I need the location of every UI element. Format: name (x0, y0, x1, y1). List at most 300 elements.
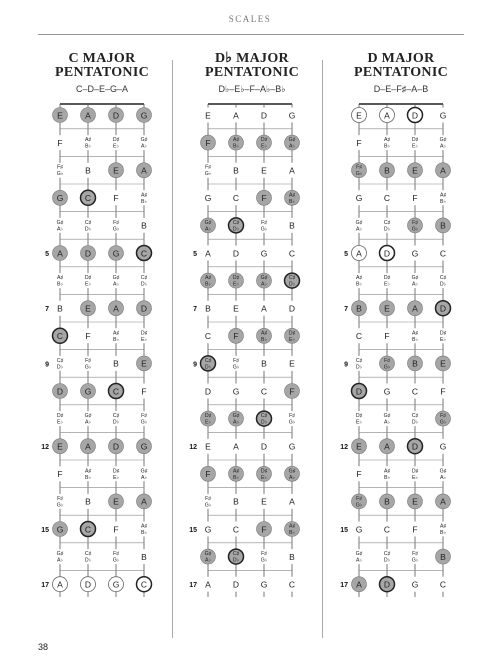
note-label: A♯ (355, 275, 363, 282)
note-label: C♯ (411, 413, 419, 420)
note-label: D♭ (439, 281, 447, 288)
note-label: G (56, 524, 64, 535)
note-label: A (233, 110, 239, 121)
note-label: G (355, 193, 363, 204)
fret-number: 15 (41, 527, 49, 534)
note-label: D (56, 386, 64, 397)
note-label: E (356, 441, 362, 452)
fret-note (436, 108, 451, 123)
note-label: F♯ (440, 413, 446, 420)
fret-note (352, 577, 367, 592)
note-label: B (289, 551, 295, 562)
note-label: B (440, 551, 446, 562)
note-label: B (440, 220, 446, 231)
note-label: A (440, 496, 446, 507)
note-label: G♭ (204, 171, 212, 178)
fret-note (436, 356, 451, 371)
fret-number: 7 (45, 306, 49, 314)
note-label: D (84, 248, 92, 259)
note-label: D♯ (232, 275, 240, 282)
note-label: B♭ (141, 198, 147, 205)
fret-note (380, 328, 395, 343)
fret-note (352, 135, 367, 150)
fret-note (352, 356, 367, 371)
note-label: E♭ (412, 474, 418, 481)
note-label: E (205, 441, 211, 452)
fret-note (436, 494, 451, 509)
fret-note (408, 273, 423, 288)
note-label: F♯ (289, 413, 295, 420)
note-label: G (204, 524, 212, 535)
note-label: E (384, 303, 390, 314)
note-label: A♯ (439, 523, 447, 530)
note-label: C (288, 248, 296, 259)
note-label: G (260, 248, 268, 259)
fret-note (436, 190, 451, 205)
fret-note (352, 246, 367, 261)
scale-title-line: PENTATONIC (54, 65, 149, 80)
note-label: C (260, 386, 268, 397)
note-label: G♯ (288, 468, 296, 475)
note-label: E (85, 303, 91, 314)
note-label: A♯ (56, 275, 64, 282)
note-label: D (288, 303, 296, 314)
note-label: A♭ (289, 474, 295, 481)
note-label: A♭ (57, 557, 63, 564)
note-label: G (383, 386, 391, 397)
fret-note (408, 246, 423, 261)
note-label: A♭ (205, 226, 211, 233)
note-label: E♭ (113, 143, 119, 150)
note-label: F♯ (261, 551, 267, 558)
fret-note (436, 273, 451, 288)
note-label: G (355, 524, 363, 535)
note-label: B (289, 220, 295, 231)
fret-number: 7 (193, 306, 197, 314)
note-label: D♯ (112, 468, 120, 475)
note-label: G♯ (383, 413, 391, 420)
fret-note (352, 301, 367, 316)
note-label: A♯ (383, 137, 391, 144)
note-label: D (260, 441, 268, 452)
note-label: G♯ (84, 413, 92, 420)
fret-note (380, 384, 395, 399)
note-label: G (288, 110, 296, 121)
note-label: A (384, 110, 390, 121)
fret-note (352, 522, 367, 537)
note-label: C (439, 248, 447, 259)
fret-note (380, 135, 395, 150)
note-label: A (412, 303, 418, 314)
note-label: C♯ (56, 357, 64, 364)
note-label: A♭ (289, 143, 295, 150)
note-label: A♭ (233, 419, 239, 426)
fret-number: 5 (193, 251, 197, 258)
note-label: E (141, 358, 147, 369)
note-label: A♯ (383, 468, 391, 475)
note-label: D (232, 248, 240, 259)
note-label: G♭ (204, 502, 212, 509)
note-label: F (412, 193, 418, 204)
note-label: C♯ (260, 413, 268, 420)
fret-note (436, 163, 451, 178)
note-label: C♯ (232, 219, 240, 226)
note-label: G (411, 248, 419, 259)
note-label: F♯ (412, 551, 418, 558)
note-label: G♯ (355, 551, 363, 558)
note-label: A♭ (141, 474, 147, 481)
fret-note (408, 135, 423, 150)
note-label: A♭ (141, 143, 147, 150)
note-label: A♭ (113, 281, 119, 288)
fret-note (436, 246, 451, 261)
fret-number: 9 (193, 361, 197, 369)
note-label: C♯ (204, 357, 212, 364)
fret-note (408, 163, 423, 178)
note-label: D (383, 248, 391, 259)
fret-number: 12 (41, 444, 49, 452)
note-label: D♭ (232, 557, 240, 564)
note-label: F (261, 193, 267, 204)
fret-note (408, 190, 423, 205)
note-label: F♯ (57, 164, 63, 171)
note-label: F♯ (141, 413, 147, 420)
note-label: F♯ (412, 219, 418, 226)
scale-title-line: D♭ MAJOR (215, 51, 289, 66)
note-label: D♯ (204, 413, 212, 420)
note-label: G (56, 193, 64, 204)
note-label: D♯ (439, 330, 447, 337)
note-label: A♭ (261, 281, 267, 288)
note-label: D♯ (383, 275, 391, 282)
fret-note (436, 218, 451, 233)
scale-notes: D♭–E♭–F–A♭–B♭ (218, 84, 286, 94)
note-label: F (412, 524, 418, 535)
fret-note (436, 549, 451, 564)
note-label: G♯ (439, 137, 447, 144)
note-label: G♭ (56, 502, 64, 509)
note-label: A♯ (232, 468, 240, 475)
note-label: E (289, 358, 295, 369)
note-label: D (355, 386, 363, 397)
note-label: F (113, 193, 119, 204)
fret-note (380, 108, 395, 123)
note-label: D (204, 386, 212, 397)
note-label: B♭ (85, 474, 91, 481)
note-label: G♯ (140, 137, 148, 144)
note-label: G♭ (439, 419, 447, 426)
fret-note (380, 577, 395, 592)
note-label: G♭ (355, 502, 363, 509)
note-label: B (141, 220, 147, 231)
note-label: E♭ (261, 143, 267, 150)
fret-number: 7 (344, 306, 348, 314)
note-label: B♭ (113, 336, 119, 343)
note-label: G♯ (260, 275, 268, 282)
note-label: A (356, 248, 362, 259)
note-label: A♯ (84, 468, 92, 475)
note-label: A♯ (232, 137, 240, 144)
fret-note (408, 522, 423, 537)
note-label: G (204, 193, 212, 204)
note-label: D♭ (140, 281, 148, 288)
note-label: C (232, 524, 240, 535)
fret-number: 9 (45, 361, 49, 369)
note-label: C♯ (84, 219, 92, 226)
fret-number: 12 (189, 444, 197, 452)
note-label: D♯ (112, 137, 120, 144)
fret-note (380, 273, 395, 288)
fret-note (408, 549, 423, 564)
note-label: F♯ (384, 357, 390, 364)
note-label: A (113, 303, 119, 314)
fret-number: 9 (344, 361, 348, 369)
note-label: B♭ (384, 474, 390, 481)
note-label: G (411, 579, 419, 590)
note-label: A♯ (260, 330, 268, 337)
fret-number: 17 (41, 582, 49, 590)
note-label: F (141, 386, 147, 397)
note-label: D♭ (411, 419, 419, 426)
note-label: D♭ (383, 226, 391, 233)
note-label: E (57, 110, 63, 121)
fret-note (380, 246, 395, 261)
fret-note (352, 328, 367, 343)
note-label: D (411, 441, 419, 452)
note-label: A♯ (288, 192, 296, 199)
note-label: B♭ (440, 198, 446, 205)
note-label: G♯ (232, 413, 240, 420)
note-label: B (113, 358, 119, 369)
fret-number: 12 (340, 444, 348, 452)
fret-note (380, 549, 395, 564)
note-label: A♯ (112, 330, 120, 337)
note-label: E♭ (384, 281, 390, 288)
note-label: C♯ (383, 551, 391, 558)
note-label: A♭ (412, 281, 418, 288)
note-label: B (261, 358, 267, 369)
note-label: E (261, 165, 267, 176)
note-label: F (384, 331, 390, 342)
fret-note (436, 135, 451, 150)
note-label: G (112, 248, 120, 259)
note-label: A♭ (440, 474, 446, 481)
fret-note (408, 577, 423, 592)
fret-note (352, 384, 367, 399)
note-label: G♯ (411, 275, 419, 282)
fret-note (408, 108, 423, 123)
fret-note (408, 328, 423, 343)
note-label: B♭ (384, 143, 390, 150)
fret-note (352, 494, 367, 509)
note-label: A (141, 496, 147, 507)
note-label: C (112, 386, 120, 397)
note-label: C (56, 331, 64, 342)
note-label: A♭ (356, 226, 362, 233)
note-label: G (288, 441, 296, 452)
note-label: E (356, 110, 362, 121)
note-label: C (288, 579, 296, 590)
note-label: C (84, 193, 92, 204)
note-label: B♭ (85, 143, 91, 150)
note-label: B♭ (233, 474, 239, 481)
note-label: G♭ (232, 364, 240, 371)
note-label: C♯ (355, 357, 363, 364)
note-label: A♭ (85, 419, 91, 426)
note-label: E♭ (205, 419, 211, 426)
note-label: G (439, 441, 447, 452)
note-label: D (112, 110, 120, 121)
note-label: E (113, 165, 119, 176)
fret-note (352, 411, 367, 426)
note-label: E (205, 110, 211, 121)
fret-note (380, 218, 395, 233)
note-label: A (261, 303, 267, 314)
note-label: E♭ (412, 143, 418, 150)
fret-note (436, 384, 451, 399)
note-label: D (112, 441, 120, 452)
note-label: C (411, 386, 419, 397)
note-label: F (261, 524, 267, 535)
note-label: F (233, 331, 239, 342)
note-label: D♯ (355, 413, 363, 420)
note-label: G♭ (355, 171, 363, 178)
note-label: G♭ (84, 364, 92, 371)
note-label: E (57, 441, 63, 452)
note-label: C♯ (288, 275, 296, 282)
note-label: D♭ (355, 364, 363, 371)
note-label: E♭ (440, 336, 446, 343)
note-label: A♭ (384, 419, 390, 426)
note-label: G (260, 579, 268, 590)
scale-title-line: C MAJOR (68, 51, 136, 66)
note-label: E (261, 496, 267, 507)
note-label: A♯ (439, 192, 447, 199)
note-label: B♭ (356, 281, 362, 288)
scale-title-line: PENTATONIC (353, 65, 448, 80)
note-label: D♭ (288, 281, 296, 288)
note-label: F♯ (356, 495, 362, 502)
note-label: A (57, 248, 63, 259)
note-label: E♭ (85, 281, 91, 288)
note-label: E (233, 303, 239, 314)
note-label: F♯ (85, 357, 91, 364)
fret-note (408, 466, 423, 481)
note-label: G♯ (112, 275, 120, 282)
note-label: E♭ (356, 419, 362, 426)
note-label: F♯ (57, 495, 63, 502)
fret-note (380, 356, 395, 371)
fret-note (408, 384, 423, 399)
fret-number: 17 (189, 582, 197, 590)
note-label: G (84, 386, 92, 397)
note-label: D♯ (411, 137, 419, 144)
page-header: SCALES (228, 14, 272, 24)
note-label: A (233, 441, 239, 452)
fret-note (380, 163, 395, 178)
note-label: D♯ (260, 137, 268, 144)
note-label: B (205, 303, 211, 314)
fret-note (380, 190, 395, 205)
note-label: A♭ (57, 226, 63, 233)
note-label: C (232, 193, 240, 204)
fret-number: 15 (189, 527, 197, 534)
note-label: B♭ (57, 281, 63, 288)
note-label: C♯ (112, 413, 120, 420)
note-label: B♭ (289, 530, 295, 536)
note-label: G♭ (411, 557, 419, 564)
note-label: E♭ (113, 474, 119, 481)
note-label: A (440, 165, 446, 176)
note-label: D♭ (84, 557, 92, 564)
note-label: A♭ (440, 143, 446, 150)
note-label: A (57, 579, 63, 590)
note-label: G♭ (288, 419, 296, 426)
note-label: G (439, 110, 447, 121)
note-label: F (57, 137, 63, 148)
note-label: B (384, 496, 390, 507)
fret-note (380, 466, 395, 481)
note-label: E♭ (57, 419, 63, 426)
note-label: E♭ (289, 336, 295, 343)
note-label: G♭ (112, 557, 120, 564)
note-label: A (205, 579, 211, 590)
note-label: G (232, 386, 240, 397)
note-label: F♯ (205, 164, 211, 171)
note-label: A♭ (356, 557, 362, 564)
note-label: B (57, 303, 63, 314)
note-label: D♯ (84, 275, 92, 282)
note-label: F♯ (205, 495, 211, 502)
note-label: G♭ (260, 557, 268, 564)
note-label: D♭ (383, 557, 391, 564)
note-label: E (412, 165, 418, 176)
fret-note (380, 301, 395, 316)
fret-note (352, 549, 367, 564)
note-label: G♯ (204, 551, 212, 558)
fret-note (436, 466, 451, 481)
note-label: C♯ (140, 275, 148, 282)
page-number: 38 (38, 642, 49, 652)
fret-note (352, 108, 367, 123)
note-label: D♭ (84, 226, 92, 233)
fret-note (380, 439, 395, 454)
fret-note (352, 439, 367, 454)
note-label: F (440, 386, 446, 397)
note-label: E (113, 496, 119, 507)
note-label: G♯ (204, 219, 212, 226)
fret-number: 15 (340, 527, 348, 534)
note-label: F♯ (261, 219, 267, 226)
note-label: A (289, 165, 295, 176)
note-label: F♯ (233, 357, 239, 364)
note-label: D (439, 303, 447, 314)
note-label: G♯ (56, 219, 64, 226)
note-label: D♯ (260, 468, 268, 475)
note-label: A♯ (288, 523, 296, 530)
note-label: F♯ (113, 219, 119, 226)
note-label: F (57, 469, 63, 480)
note-label: A (85, 441, 91, 452)
fret-note (380, 522, 395, 537)
note-label: D♯ (411, 468, 419, 475)
note-label: E♭ (141, 336, 147, 343)
note-label: D (411, 110, 419, 121)
note-label: A♯ (140, 192, 148, 199)
note-label: A♭ (205, 557, 211, 564)
note-label: F (85, 331, 91, 342)
note-label: C (140, 248, 148, 259)
